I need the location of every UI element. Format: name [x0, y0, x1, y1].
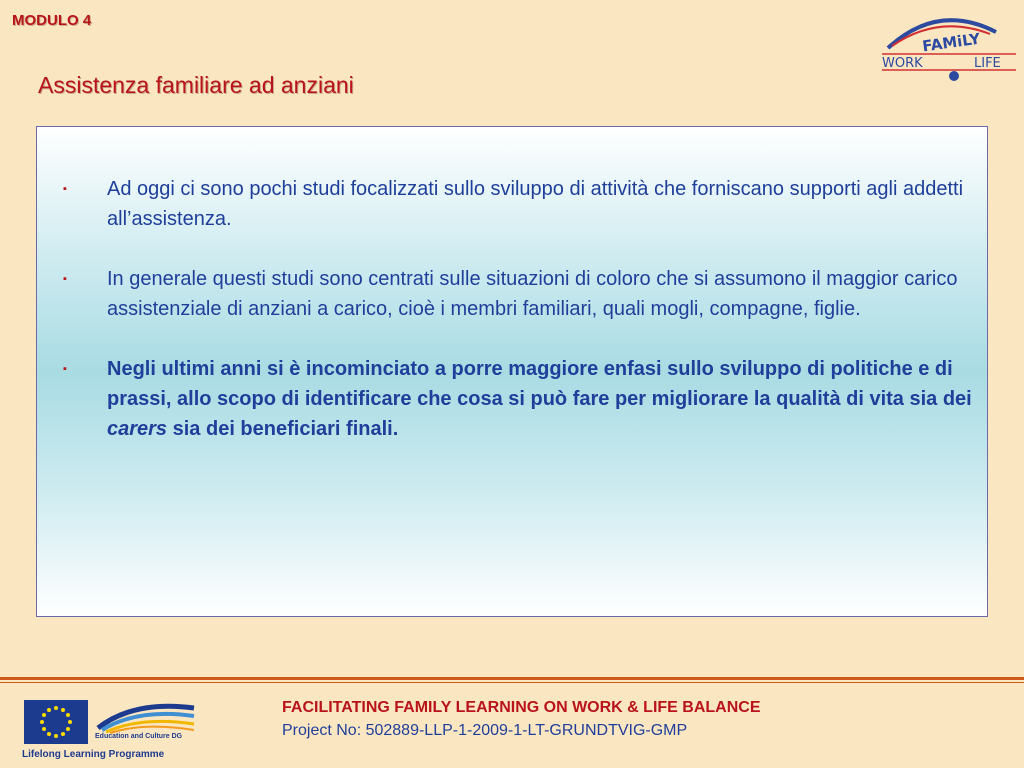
footer-title: FACILITATING FAMILY LEARNING ON WORK & LIFE BALANCE — [282, 699, 761, 716]
bullet-item — [63, 174, 975, 234]
footer-project-number: Project No: 502889-LLP-1-2009-1-LT-GRUNDTVIG-GMP — [282, 722, 688, 739]
footer-divider-thick — [0, 677, 1024, 680]
bullet-marker-icon: ▪ — [63, 273, 67, 285]
slide-title: Assistenza familiare ad anziani — [38, 72, 354, 98]
bullet-marker-icon: ▪ — [63, 363, 67, 375]
family-work-life-logo — [878, 10, 1020, 82]
module-label: MODULO 4 — [12, 12, 92, 29]
logo-family-text: FAMiLY — [921, 29, 982, 56]
footer-divider-thin — [0, 682, 1024, 683]
bullet-text: Ad oggi ci sono pochi studi focalizzati sullo sviluppo di attività che forniscano supporti agli addetti all’assistenza. — [107, 178, 964, 230]
bullet-item — [63, 354, 975, 444]
eu-flag-icon — [24, 700, 88, 744]
bullet-marker-icon: ▪ — [63, 183, 67, 195]
logo-life-text: LIFE — [974, 56, 1001, 71]
bullet-text: In generale questi studi sono centrati sulle situazioni di coloro che si assumono il maggior carico assistenziale di anziani a carico, cioè i membri familiari, quali mogli, compagne, figlie. — [107, 268, 958, 320]
bullet-item — [63, 264, 975, 324]
bullet-text-emphasis: carers — [107, 418, 168, 440]
bullet-text-after: sia dei beneficiari finali. — [167, 418, 399, 440]
content-box — [36, 126, 988, 617]
lifelong-learning-text: Lifelong Learning Programme — [22, 749, 165, 760]
bullet-text-before: Negli ultimi anni si è incominciato a porre maggiore enfasi sullo sviluppo di politiche e di prassi, allo scopo di identificare che cosa si può fare per migliorare la qualità di vita sia dei — [107, 358, 972, 410]
logo-work-text: WORK — [882, 56, 923, 71]
education-culture-text: Education and Culture DG — [95, 733, 183, 740]
